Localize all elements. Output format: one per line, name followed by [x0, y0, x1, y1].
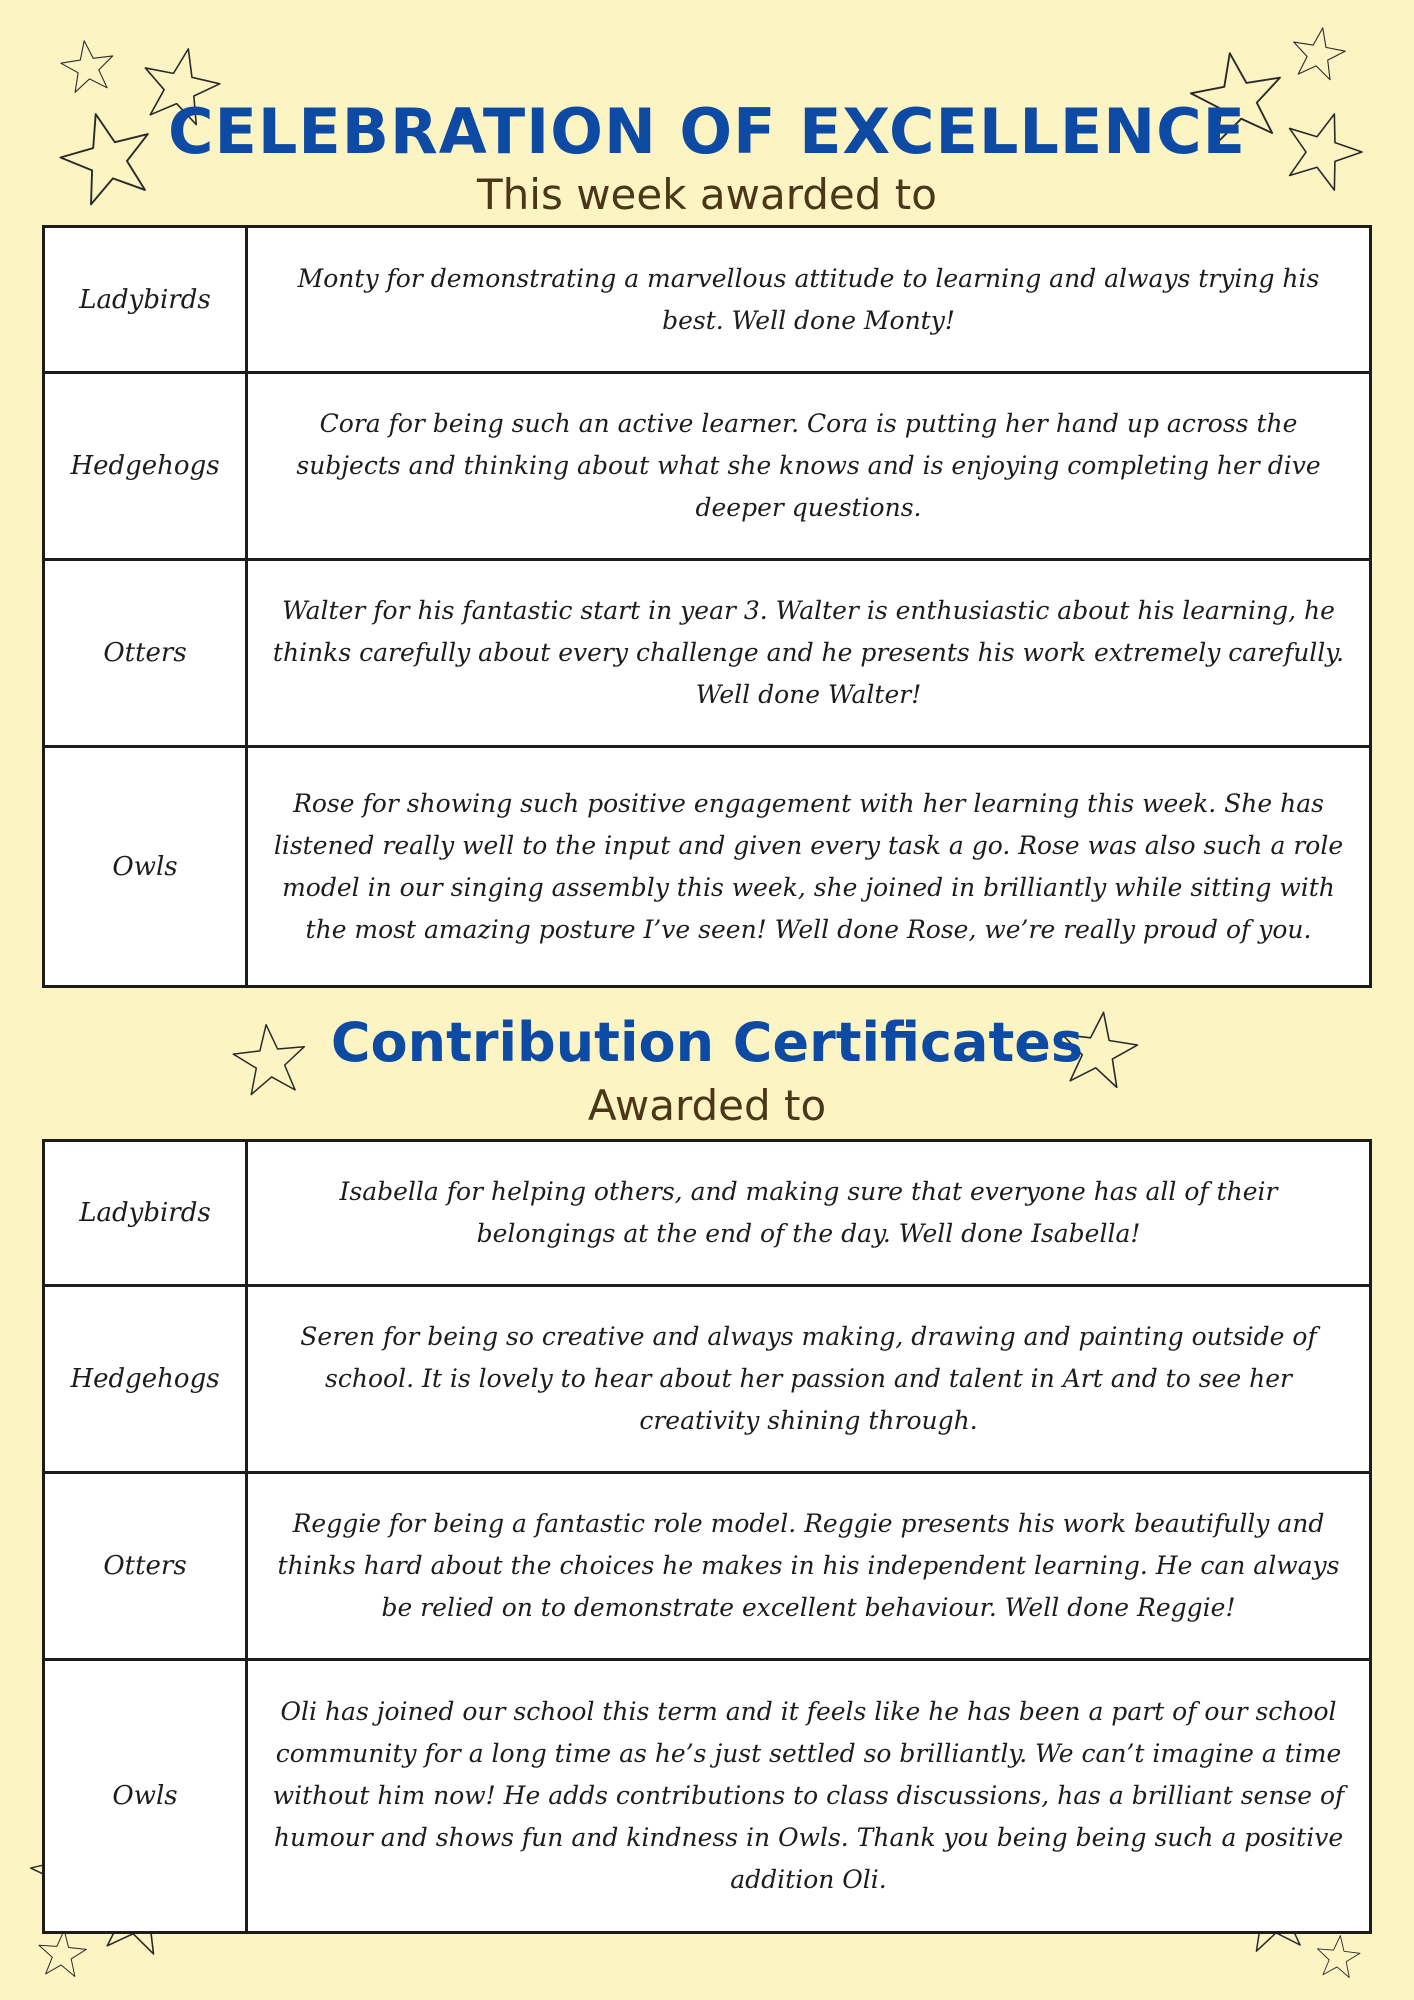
award-text: Cora for being such an active learner. Cora is putting her hand up across the subjects and thinking about what she knows and is enjoying completing her dive deeper questions.: [247, 373, 1371, 560]
section-title: Contribution Certificates: [330, 1011, 1084, 1074]
class-name: Ladybirds: [44, 1141, 247, 1286]
page-title: CELEBRATION OF EXCELLENCE: [168, 95, 1246, 168]
table-row: [44, 747, 1371, 987]
award-text: Reggie for being a fantastic role model. Reggie presents his work beautifully and thinks hard about the choices he makes in his independent learning. He can always be relied on to demonstrate excellent behaviour. Well done Reggie!: [247, 1473, 1371, 1660]
star-icon: [1315, 1933, 1362, 1978]
contribution-table: [42, 1139, 1372, 1934]
page-subtitle: This week awarded to: [477, 170, 937, 219]
table-row: [44, 560, 1371, 747]
award-text: Monty for demonstrating a marvellous attitude to learning and always trying his best. Well done Monty!: [247, 227, 1371, 373]
class-name: Hedgehogs: [44, 373, 247, 560]
class-name: Ladybirds: [44, 227, 247, 373]
award-text: Seren for being so creative and always making, drawing and painting outside of school. It is lovely to hear about her passion and talent in Art and to see her creativity shining through.: [247, 1286, 1371, 1473]
table-row: [44, 227, 1371, 373]
class-name: Hedgehogs: [44, 1286, 247, 1473]
award-text: Walter for his fantastic start in year 3. Walter is enthusiastic about his learning, he thinks carefully about every challenge and he presents his work extremely carefully. Well done Walter!: [247, 560, 1371, 747]
table-row: [44, 1286, 1371, 1473]
award-text: Oli has joined our school this term and it feels like he has been a part of our school community for a long time as he’s just settled so brilliantly. We can’t imagine a time without him now! He adds contributions to class discussions, has a brilliant sense of humour and shows fun and kindness in Owls. Thank you being being such a positive addition Oli.: [247, 1660, 1371, 1933]
table-row: [44, 373, 1371, 560]
star-icon: [58, 37, 117, 94]
table-row: [44, 1141, 1371, 1286]
star-icon: [1288, 23, 1348, 81]
excellence-table: [42, 225, 1372, 988]
table-row: [44, 1660, 1371, 1933]
award-text: Isabella for helping others, and making sure that everyone has all of their belongings at the end of the day. Well done Isabella!: [247, 1141, 1371, 1286]
award-text: Rose for showing such positive engagement with her learning this week. She has listened really well to the input and given every task a go. Rose was also such a role model in our singing assembly this week, she joined in brilliantly while sitting with the most amazing posture I’ve seen! Well done Rose, we’re really proud of you.: [247, 747, 1371, 987]
class-name: Otters: [44, 1473, 247, 1660]
class-name: Owls: [44, 1660, 247, 1933]
section-subtitle: Awarded to: [587, 1081, 827, 1130]
table-row: [44, 1473, 1371, 1660]
class-name: Owls: [44, 747, 247, 987]
star-icon: [37, 1928, 88, 1977]
class-name: Otters: [44, 560, 247, 747]
